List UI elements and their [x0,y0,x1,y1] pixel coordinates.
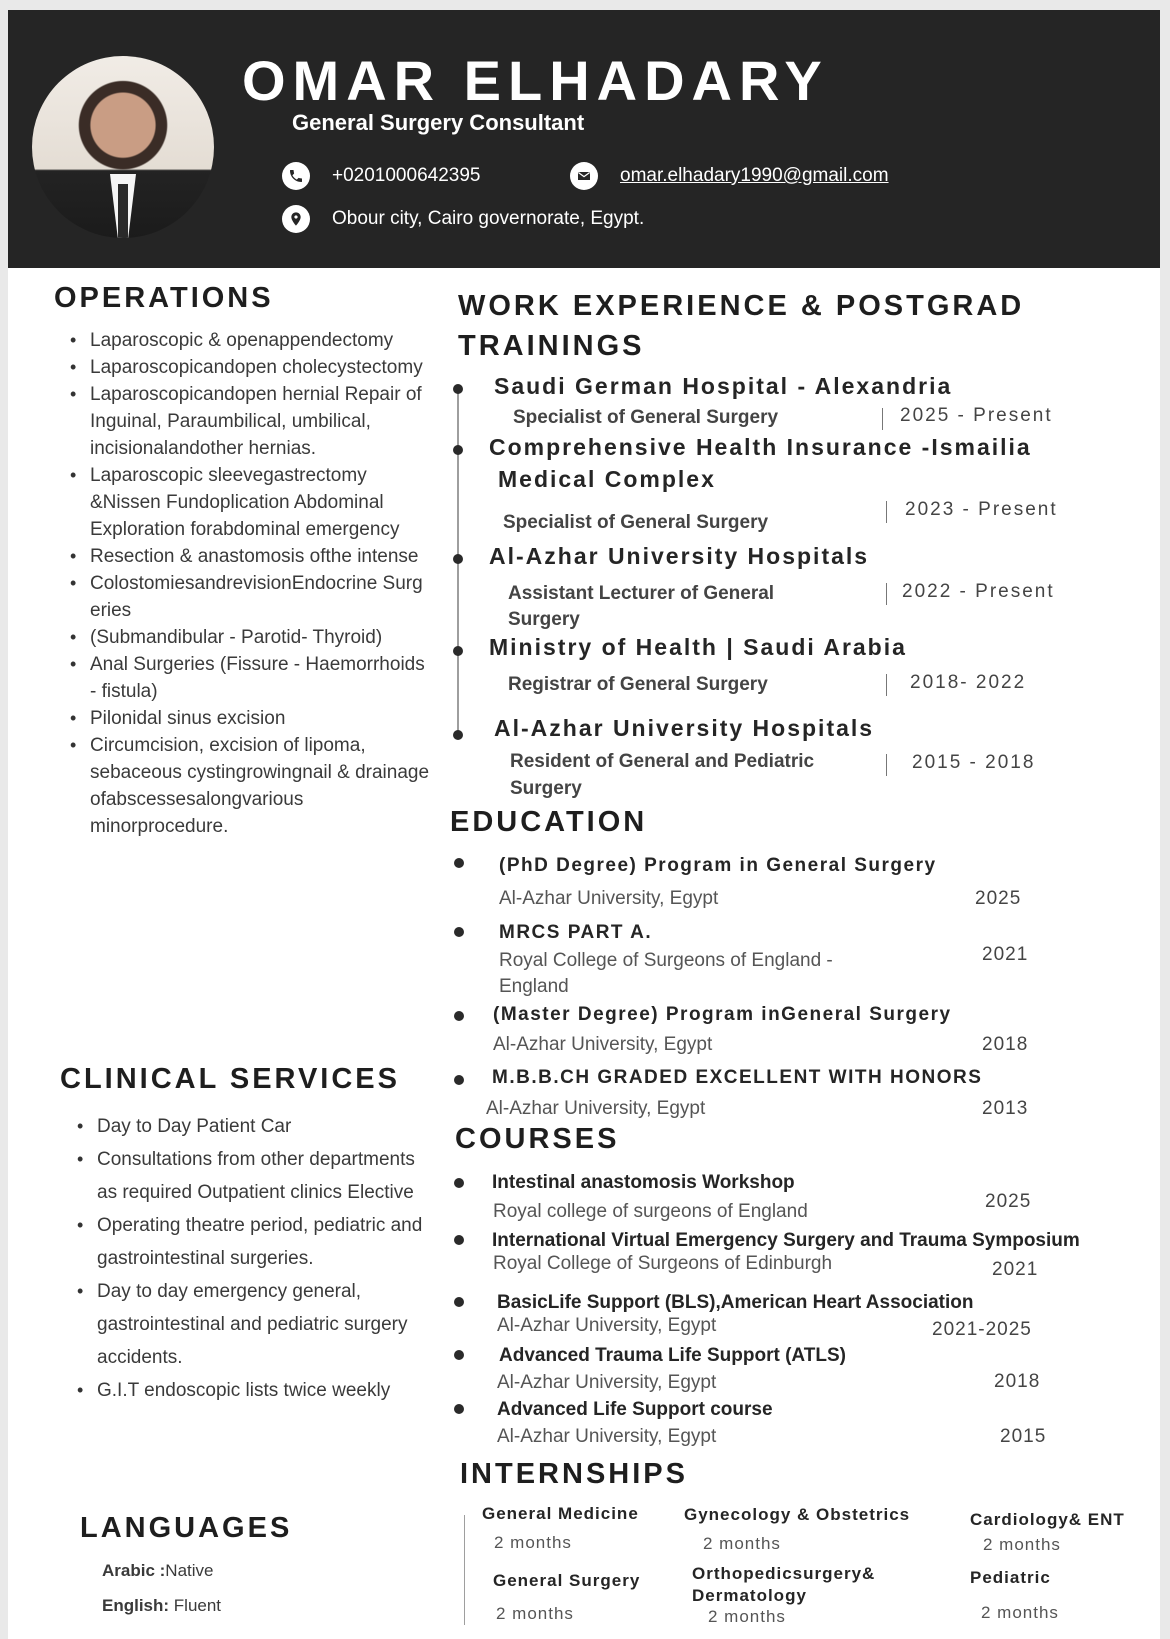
list-item: • Laparoscopic & openappendectomy [60,327,432,354]
phone-icon [282,162,310,190]
language-english [102,1596,221,1616]
education-school: Al-Azhar University, Egypt [493,1034,713,1055]
timeline-dot [454,1350,464,1360]
list-item: • Pilonidal sinus excision [60,705,432,732]
list-item: • Day to day emergency general, gastrointestinal and pediatric surgery accidents. [67,1275,437,1374]
list-item: • Operating theatre period, pediatric and gastrointestinal surgeries. [67,1209,437,1275]
education-heading: EDUCATION [450,806,648,838]
timeline-dot [454,1297,464,1307]
internship-name-line2: Dermatology [692,1586,807,1605]
timeline-dot [454,1011,464,1021]
internship-name: Pediatric [970,1568,1051,1587]
separator [882,408,883,430]
internship-duration: 2 months [983,1535,1061,1554]
experience-org-line2: Medical Complex [498,466,716,492]
experience-years: 2015 - 2018 [912,752,1036,773]
full-name: OMAR ELHADARY [242,49,829,112]
separator [886,583,887,605]
internship-name: Gynecology & Obstetrics [684,1505,911,1524]
phone-number: +0201000642395 [332,165,481,186]
internship-name: Cardiology& ENT [970,1510,1125,1529]
separator [886,501,887,523]
internship-duration: 2 months [981,1603,1059,1622]
list-item: • Anal Surgeries (Fissure - Haemorrhoids - fistula) [60,651,432,705]
experience-role-line2: Surgery [510,778,582,799]
experience-years: 2025 - Present [900,405,1053,426]
timeline-dot [454,1235,464,1245]
experience-role: Assistant Lecturer of General [508,583,775,604]
education-school: Al-Azhar University, Egypt [499,888,719,909]
internships-divider [464,1515,465,1625]
internship-duration: 2 months [494,1533,572,1552]
course-year: 2025 [985,1191,1032,1212]
experience-role: Specialist of General Surgery [503,512,769,533]
course-provider: Royal college of surgeons of England [493,1201,808,1222]
internship-duration: 2 months [496,1604,574,1623]
clinical-services-heading: CLINICAL SERVICES [60,1063,400,1095]
timeline-dot [453,646,463,656]
language-label: Arabic : [102,1561,166,1580]
experience-org: Comprehensive Health Insurance -Ismailia [489,434,1032,460]
list-item: • Laparoscopicandopen cholecystectomy [60,354,432,381]
education-degree: M.B.B.CH GRADED EXCELLENT WITH HONORS [492,1067,983,1088]
experience-org: Al-Azhar University Hospitals [494,715,875,741]
course-title: Advanced Trauma Life Support (ATLS) [499,1345,846,1366]
course-provider: Al-Azhar University, Egypt [497,1315,717,1336]
operations-heading: OPERATIONS [54,282,274,314]
experience-role: Resident of General and Pediatric [510,751,815,772]
language-level: Native [165,1561,214,1580]
education-school: Al-Azhar University, Egypt [486,1098,706,1119]
course-provider: Al-Azhar University, Egypt [497,1426,717,1447]
internship-name: Orthopedicsurgery& [692,1564,876,1583]
profile-photo [32,56,214,238]
education-year: 2021 [982,944,1029,965]
experience-org: Saudi German Hospital - Alexandria [494,373,953,399]
photo-tie [118,184,128,238]
list-item: • Laparoscopic sleevegastrectomy &Nissen Fundoplication Abdominal Exploration forabdominal emergency [60,462,432,543]
course-year: 2015 [1000,1426,1047,1447]
mail-icon [570,162,598,190]
experience-org: Al-Azhar University Hospitals [489,543,870,569]
course-title: Intestinal anastomosis Workshop [492,1172,795,1193]
language-arabic [102,1561,213,1581]
experience-years: 2023 - Present [905,499,1058,520]
education-degree: (PhD Degree) Program in General Surgery [499,855,937,876]
timeline-dot [454,858,464,868]
separator [886,674,887,696]
timeline-dot [454,1178,464,1188]
list-item: • Laparoscopicandopen hernial Repair of Inguinal, Paraumbilical, umbilical, incisionalandother hernias. [60,381,432,462]
timeline-dot [453,445,463,455]
list-item: • Circumcision, excision of lipoma, sebaceous cystingrowingnail & drainage ofabscessesalongvarious minorprocedure. [60,732,432,840]
clinical-services-list [67,1110,437,1407]
list-item: • ColostomiesandrevisionEndocrine Surgeries [60,570,432,624]
list-item: • (Submandibular - Parotid- Thyroid) [60,624,432,651]
experience-years: 2018- 2022 [910,672,1027,693]
timeline-dot [454,1075,464,1085]
timeline-dot [453,554,463,564]
course-provider: Al-Azhar University, Egypt [497,1372,717,1393]
education-year: 2013 [982,1098,1029,1119]
course-title: Advanced Life Support course [497,1399,773,1420]
education-degree: (Master Degree) Program inGeneral Surgery [493,1004,952,1025]
course-year: 2021-2025 [932,1319,1032,1340]
operations-list [60,327,432,840]
list-item: • Resection & anastomosis ofthe intense [60,543,432,570]
timeline-dot [454,927,464,937]
internship-name: General Medicine [482,1504,639,1523]
timeline-dot [454,1404,464,1414]
phone-contact [282,162,480,190]
language-level: Fluent [169,1596,222,1615]
internship-name: General Surgery [493,1571,641,1590]
education-school-line2: England [499,976,569,997]
header-banner [8,10,1160,268]
email-contact [570,162,889,190]
separator [886,754,887,776]
experience-org: Ministry of Health | Saudi Arabia [489,634,907,660]
language-label: English: [102,1596,170,1615]
course-title: International Virtual Emergency Surgery and Trauma Symposium [492,1230,1080,1251]
course-year: 2018 [994,1371,1041,1392]
list-item: • Day to Day Patient Car [67,1110,437,1143]
location-contact [282,205,644,233]
timeline-dot [453,730,463,740]
education-year: 2018 [982,1034,1029,1055]
languages-heading: LANGUAGES [80,1512,293,1544]
experience-heading-line2: TRAININGS [458,330,645,362]
education-school: Royal College of Surgeons of England - [499,950,833,971]
location-text: Obour city, Cairo governorate, Egypt. [332,208,645,229]
list-item: • Consultations from other departments as required Outpatient clinics Elective [67,1143,437,1209]
email-link[interactable]: omar.elhadary1990@gmail.com [620,165,889,186]
experience-heading: WORK EXPERIENCE & POSTGRAD [458,290,1025,322]
course-year: 2021 [992,1259,1039,1280]
internships-heading: INTERNSHIPS [460,1458,688,1490]
education-degree: MRCS PART A. [499,922,653,943]
experience-years: 2022 - Present [902,581,1055,602]
resume-page [8,10,1160,1639]
experience-role-line2: Surgery [508,609,580,630]
job-title: General Surgery Consultant [292,110,585,135]
course-title: BasicLife Support (BLS),American Heart Association [497,1292,974,1313]
education-year: 2025 [975,888,1022,909]
experience-role: Registrar of General Surgery [508,674,768,695]
courses-heading: COURSES [455,1123,620,1155]
internship-duration: 2 months [708,1607,786,1626]
course-provider: Royal College of Surgeons of Edinburgh [493,1253,833,1274]
timeline-dot [453,384,463,394]
location-pin-icon [282,205,310,233]
internship-duration: 2 months [703,1534,781,1553]
experience-role: Specialist of General Surgery [513,407,779,428]
list-item: • G.I.T endoscopic lists twice weekly [67,1374,437,1407]
